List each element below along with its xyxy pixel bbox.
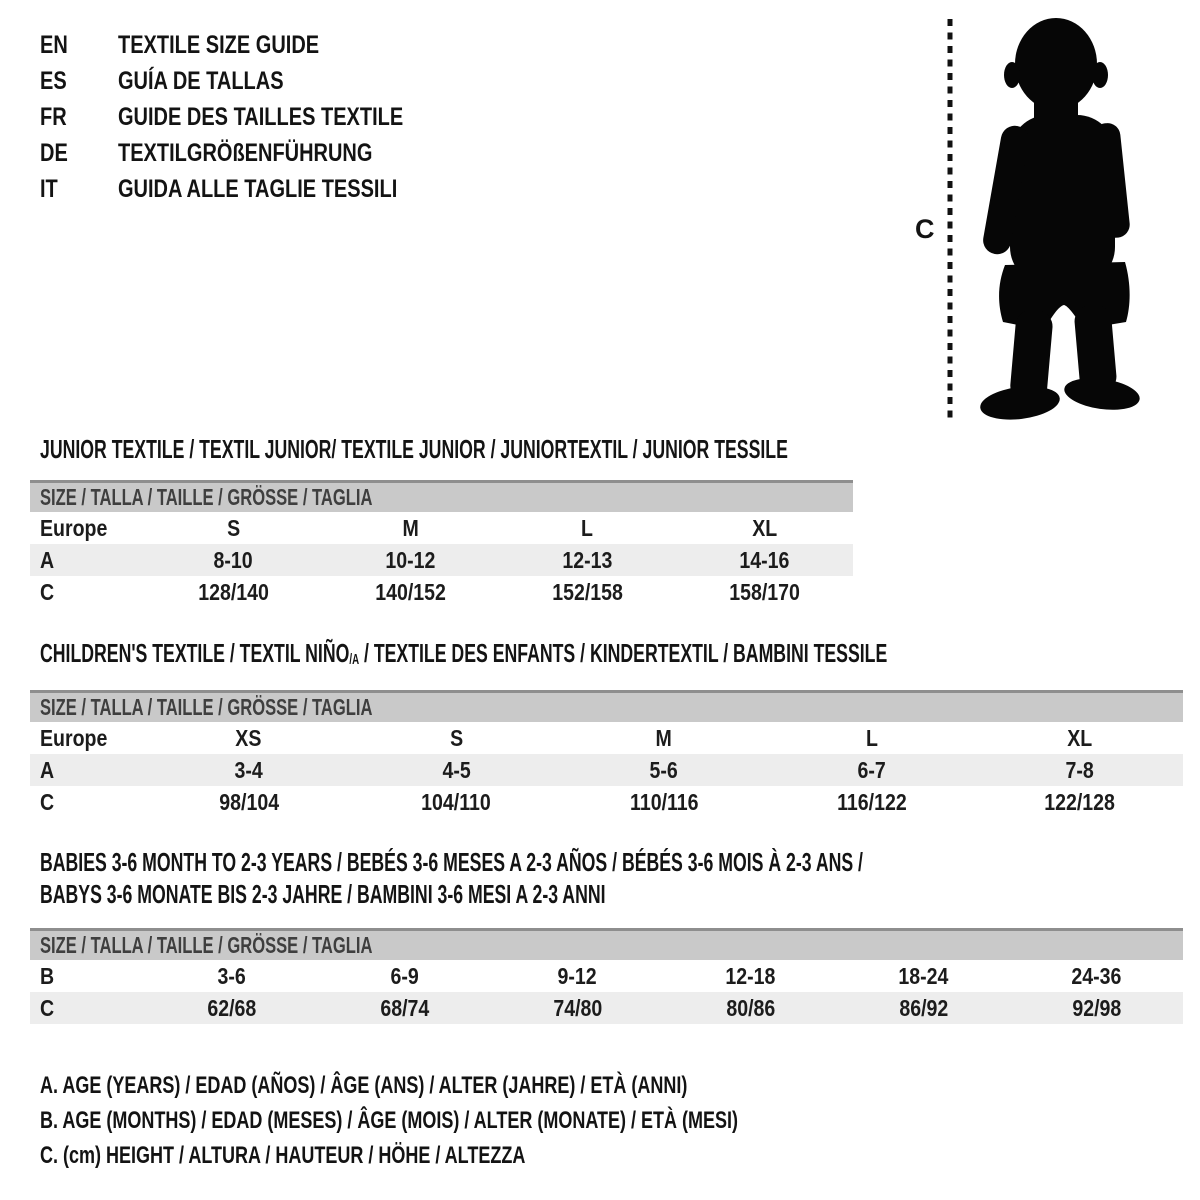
table-header-row xyxy=(30,512,853,544)
baby-foot-right xyxy=(1062,374,1141,414)
size-header-bar xyxy=(30,928,1183,960)
table-cell xyxy=(664,995,837,1022)
legend-line-a xyxy=(40,1068,971,1103)
cell-value: 158/170 xyxy=(729,578,800,605)
title-prefix: CHILDREN'S TEXTILE / TEXTIL NIÑO xyxy=(40,638,350,668)
table-cell xyxy=(145,547,322,574)
language-title-text: GUÍA DE TALLAS xyxy=(118,66,284,95)
table-cell xyxy=(768,789,976,816)
table-cell xyxy=(1010,995,1183,1022)
row-label: A xyxy=(40,546,55,573)
table-cell xyxy=(322,515,499,542)
table-cell xyxy=(318,995,491,1022)
language-title-text: TEXTILGRÖßENFÜHRUNG xyxy=(118,138,373,167)
cell-value: 152/158 xyxy=(552,578,623,605)
table-cell xyxy=(145,789,353,816)
cell-value: 80/86 xyxy=(726,994,775,1021)
size-column-header: L xyxy=(581,514,594,541)
language-title-text: GUIDA ALLE TAGLIE TESSILI xyxy=(118,174,398,203)
table-cell xyxy=(353,757,561,784)
legend-line-c xyxy=(40,1138,971,1173)
language-title-list xyxy=(40,27,475,207)
table-cell xyxy=(560,725,768,752)
size-column-header: S xyxy=(226,514,241,541)
language-title-text: GUIDE DES TAILLES TEXTILE xyxy=(118,102,404,131)
table-cell xyxy=(975,725,1183,752)
size-column-header: XL xyxy=(752,514,777,541)
size-column-header: XL xyxy=(1066,724,1092,751)
table-row-age xyxy=(30,544,853,576)
table-cell xyxy=(975,757,1183,784)
size-column-header: XS xyxy=(235,724,262,751)
language-title xyxy=(118,175,467,204)
table-cell xyxy=(676,515,853,542)
language-row-es xyxy=(40,63,475,99)
size-header-bar xyxy=(30,690,1183,722)
cell-value: 92/98 xyxy=(1072,994,1121,1021)
table-row-height xyxy=(30,786,1183,818)
table-cell xyxy=(30,757,145,784)
table-cell xyxy=(30,725,145,752)
cell-value: 5-6 xyxy=(649,756,679,783)
language-code xyxy=(40,103,118,132)
table-cell xyxy=(30,547,145,574)
region-label: Europe xyxy=(40,724,108,751)
childrens-section-title-text xyxy=(40,637,887,674)
table-row-height xyxy=(30,992,1183,1024)
cell-value: 8-10 xyxy=(213,546,254,573)
language-title-text: TEXTILE SIZE GUIDE xyxy=(118,30,320,59)
junior-size-table xyxy=(30,480,853,608)
table-row-height xyxy=(30,576,853,608)
language-code-text: DE xyxy=(40,138,68,167)
height-dimension-label: C xyxy=(915,214,935,244)
babies-section-title xyxy=(40,846,1200,910)
babies-title-line2: BABYS 3-6 MONATE BIS 2-3 JAHRE / BAMBINI 3-6 MESI A 2-3 ANNI xyxy=(40,879,606,909)
table-cell xyxy=(145,725,353,752)
table-cell xyxy=(145,963,318,990)
cell-value: 12-13 xyxy=(562,546,613,573)
cell-value: 10-12 xyxy=(385,546,436,573)
cell-value: 18-24 xyxy=(898,962,949,989)
childrens-size-table xyxy=(30,690,1183,818)
cell-value: 6-7 xyxy=(857,756,886,783)
table-cell xyxy=(768,757,976,784)
table-cell xyxy=(837,995,1010,1022)
language-title xyxy=(118,31,369,60)
size-header-text: SIZE / TALLA / TAILLE / GRÖSSE / TAGLIA xyxy=(40,694,373,720)
measurement-legend xyxy=(40,1068,971,1173)
cell-value: 128/140 xyxy=(198,578,269,605)
title-suffix: / TEXTILE DES ENFANTS / KINDERTEXTIL / BAMBINI TESSILE xyxy=(359,638,888,668)
table-cell xyxy=(676,579,853,606)
size-column-header: M xyxy=(402,514,419,541)
table-cell xyxy=(975,789,1183,816)
table-cell xyxy=(353,789,561,816)
size-column-header: M xyxy=(655,724,673,751)
babies-size-table xyxy=(30,928,1183,1024)
childrens-section-title xyxy=(40,637,1200,674)
table-cell xyxy=(30,789,145,816)
table-cell xyxy=(30,515,145,542)
baby-ear-left xyxy=(1004,62,1020,88)
table-cell xyxy=(322,547,499,574)
toddler-silhouette-icon xyxy=(960,15,1145,425)
language-row-it xyxy=(40,171,475,207)
language-title xyxy=(118,103,475,132)
row-label: C xyxy=(40,994,55,1021)
cell-value: 14-16 xyxy=(739,546,790,573)
table-cell xyxy=(499,515,676,542)
table-cell xyxy=(491,995,664,1022)
cell-value: 122/128 xyxy=(1043,788,1115,815)
junior-section-title-text: JUNIOR TEXTILE / TEXTIL JUNIOR/ TEXTILE JUNIOR / JUNIORTEXTIL / JUNIOR TESSILE xyxy=(40,434,788,464)
cell-value: 110/116 xyxy=(629,788,699,815)
legend-text-c: C. (cm) HEIGHT / ALTURA / HAUTEUR / HÖHE / ALTEZZA xyxy=(40,1142,526,1169)
table-cell xyxy=(145,579,322,606)
cell-value: 9-12 xyxy=(557,962,598,989)
cell-value: 140/152 xyxy=(375,578,446,605)
table-cell xyxy=(560,757,768,784)
table-header-row xyxy=(30,722,1183,754)
title-subscript: /A xyxy=(349,652,360,668)
table-cell xyxy=(30,995,145,1022)
table-cell xyxy=(30,963,145,990)
legend-text-b: B. AGE (MONTHS) / EDAD (MESES) / ÂGE (MOIS) / ALTER (MONATE) / ETÀ (MESI) xyxy=(40,1107,738,1134)
region-label: Europe xyxy=(40,514,108,541)
row-label: C xyxy=(40,578,55,605)
junior-section-title xyxy=(40,433,1140,465)
table-cell xyxy=(491,963,664,990)
language-row-de xyxy=(40,135,475,171)
size-column-header: S xyxy=(449,724,463,751)
cell-value: 6-9 xyxy=(390,962,419,989)
language-row-en xyxy=(40,27,475,63)
table-cell xyxy=(676,547,853,574)
baby-ear-right xyxy=(1092,62,1108,88)
cell-value: 74/80 xyxy=(553,994,602,1021)
cell-value: 68/74 xyxy=(380,994,429,1021)
size-column-header: L xyxy=(865,724,878,751)
table-cell xyxy=(499,547,676,574)
legend-text-a: A. AGE (YEARS) / EDAD (AÑOS) / ÂGE (ANS) / ALTER (JAHRE) / ETÀ (ANNI) xyxy=(40,1072,688,1099)
row-label: B xyxy=(40,962,55,989)
table-cell xyxy=(145,995,318,1022)
table-cell xyxy=(837,963,1010,990)
language-code xyxy=(40,139,118,168)
size-header-text: SIZE / TALLA / TAILLE / GRÖSSE / TAGLIA xyxy=(40,484,373,510)
table-row-age-months xyxy=(30,960,1183,992)
cell-value: 24-36 xyxy=(1071,962,1122,989)
language-code-text: ES xyxy=(40,66,67,95)
cell-value: 104/110 xyxy=(421,788,492,815)
cell-value: 116/122 xyxy=(836,788,907,815)
cell-value: 62/68 xyxy=(207,994,256,1021)
table-cell xyxy=(145,757,353,784)
row-label: A xyxy=(40,756,55,783)
row-label: C xyxy=(40,788,55,815)
language-code xyxy=(40,175,118,204)
language-code-text: EN xyxy=(40,30,68,59)
cell-value: 3-4 xyxy=(234,756,263,783)
cell-value: 98/104 xyxy=(218,788,279,815)
language-code-text: IT xyxy=(40,174,58,203)
language-title xyxy=(118,139,436,168)
table-cell xyxy=(664,963,837,990)
language-code xyxy=(40,31,118,60)
legend-line-b xyxy=(40,1103,971,1138)
table-cell xyxy=(560,789,768,816)
cell-value: 4-5 xyxy=(442,756,471,783)
table-cell xyxy=(1010,963,1183,990)
size-header-text: SIZE / TALLA / TAILLE / GRÖSSE / TAGLIA xyxy=(40,932,373,958)
height-measure-dashed-line xyxy=(947,18,953,420)
language-code-text: FR xyxy=(40,102,67,131)
language-code xyxy=(40,67,118,96)
cell-value: 7-8 xyxy=(1065,756,1094,783)
table-cell xyxy=(145,515,322,542)
table-cell xyxy=(322,579,499,606)
table-cell xyxy=(499,579,676,606)
table-cell xyxy=(768,725,976,752)
babies-title-line1: BABIES 3-6 MONTH TO 2-3 YEARS / BEBÉS 3-6 MESES A 2-3 AÑOS / BÉBÉS 3-6 MOIS À 2-3 ANS / xyxy=(40,847,863,877)
language-title xyxy=(118,67,325,96)
baby-head xyxy=(1015,18,1097,110)
cell-value: 86/92 xyxy=(899,994,948,1021)
cell-value: 3-6 xyxy=(217,962,246,989)
language-row-fr xyxy=(40,99,475,135)
table-cell xyxy=(318,963,491,990)
table-cell xyxy=(353,725,561,752)
table-row-age xyxy=(30,754,1183,786)
baby-foot-left xyxy=(978,382,1061,424)
cell-value: 12-18 xyxy=(725,962,776,989)
size-header-bar xyxy=(30,480,853,512)
table-cell xyxy=(30,579,145,606)
